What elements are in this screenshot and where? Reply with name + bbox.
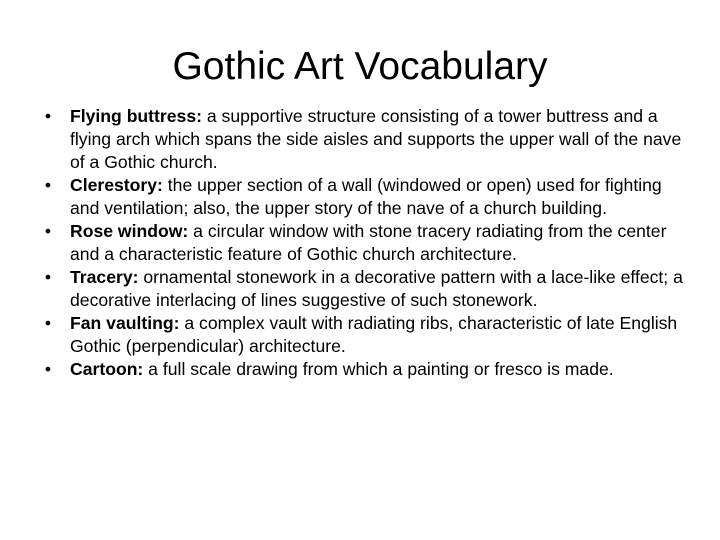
vocabulary-item-tracery xyxy=(36,266,686,312)
term: Clerestory: xyxy=(70,175,163,195)
definition: the upper section of a wall (windowed or open) used for fighting and ventilation; also, the upper story of the nave of a church building. xyxy=(70,175,662,218)
bullet-icon: • xyxy=(44,175,52,195)
term: Fan vaulting: xyxy=(70,313,180,333)
vocabulary-item-clerestory xyxy=(36,174,686,220)
bullet-icon: • xyxy=(44,106,52,126)
term: Cartoon: xyxy=(70,359,144,379)
vocabulary-item-fan-vaulting xyxy=(36,312,686,358)
vocabulary-item-rose-window xyxy=(36,220,686,266)
definition: a circular window with stone tracery radiating from the center and a characteristic feature of Gothic church architecture. xyxy=(70,221,667,264)
definition: a full scale drawing from which a painting or fresco is made. xyxy=(143,359,614,379)
definition: a complex vault with radiating ribs, characteristic of late English Gothic (perpendicular) architecture. xyxy=(70,313,678,356)
bullet-icon: • xyxy=(44,313,52,333)
slide-title: Gothic Art Vocabulary xyxy=(172,45,548,88)
definition: ornamental stonework in a decorative pattern with a lace-like effect; a decorative interlacing of lines suggestive of such stonework. xyxy=(70,267,683,310)
bullet-icon: • xyxy=(44,359,52,379)
vocabulary-item-flying-buttress xyxy=(36,105,686,174)
term: Tracery: xyxy=(70,267,139,287)
bullet-icon: • xyxy=(44,221,52,241)
vocabulary-item-cartoon xyxy=(36,358,686,381)
bullet-icon: • xyxy=(44,267,52,287)
vocabulary-list xyxy=(36,105,686,381)
definition: a supportive structure consisting of a tower buttress and a flying arch which spans the side aisles and supports the upper wall of the nave of a Gothic church. xyxy=(70,106,682,172)
term: Flying buttress: xyxy=(70,106,202,126)
term: Rose window: xyxy=(70,221,189,241)
